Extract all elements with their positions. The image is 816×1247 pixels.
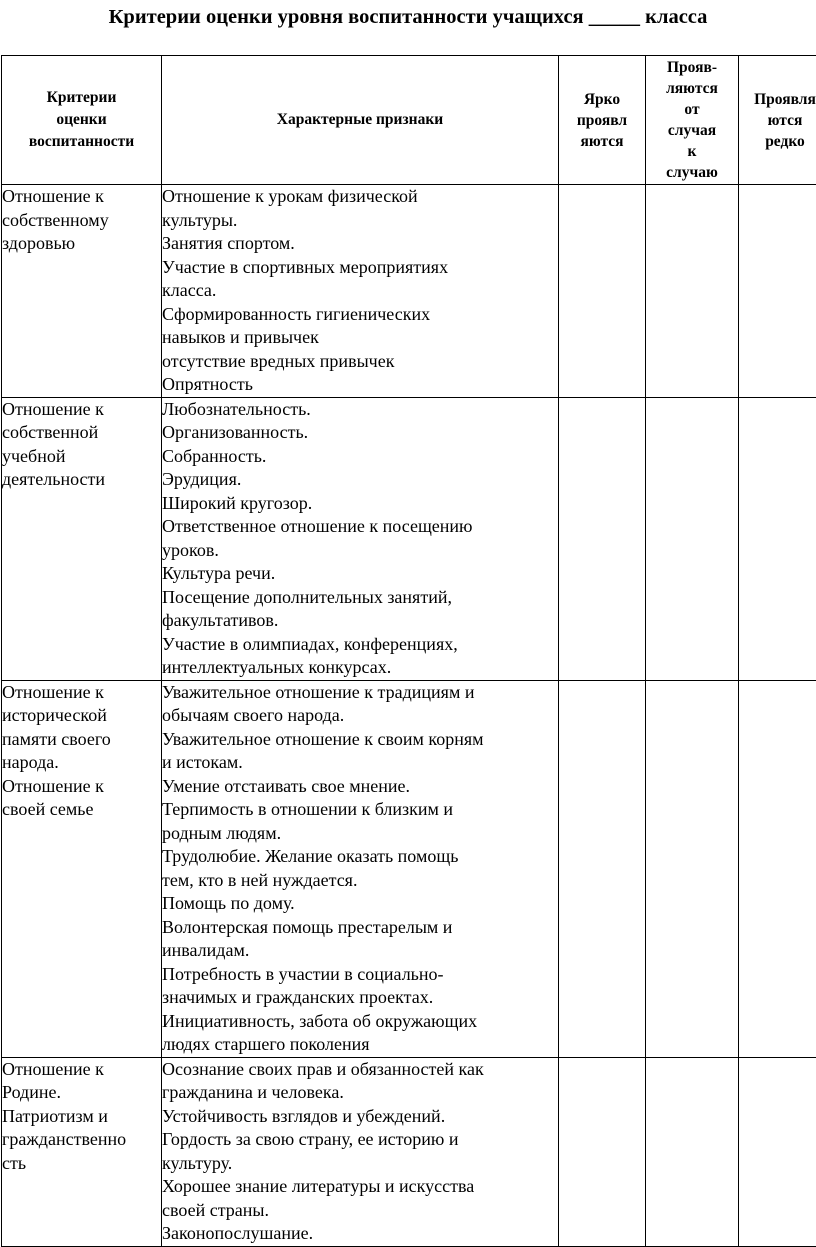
sign-line: уроков.: [162, 539, 558, 563]
sign-line: культуры.: [162, 209, 558, 233]
sign-line: отсутствие вредных привычек: [162, 350, 558, 374]
criterion-line: собственному: [2, 209, 161, 233]
sign-line: тем, кто в ней нуждается.: [162, 869, 558, 893]
mark-cell-bright[interactable]: [559, 680, 646, 1057]
mark-cell-bright[interactable]: [559, 185, 646, 398]
sign-line: Уважительное отношение к традициям и: [162, 681, 558, 705]
header-criteria-line: Критерии: [2, 87, 161, 109]
header-sometimes: [646, 56, 739, 185]
header-sometimes-line: от: [646, 99, 738, 120]
header-bright-line: яются: [559, 131, 645, 152]
criterion-cell: [2, 397, 162, 680]
criterion-line: Отношение к: [2, 775, 161, 799]
sign-line: значимых и гражданских проектах.: [162, 986, 558, 1010]
criterion-line: сть: [2, 1152, 161, 1176]
sign-line: Ответственное отношение к посещению: [162, 515, 558, 539]
criterion-line: деятельности: [2, 468, 161, 492]
sign-line: культуру.: [162, 1152, 558, 1176]
table-row: [2, 185, 816, 398]
sign-line: Организованность.: [162, 421, 558, 445]
mark-cell-sometimes[interactable]: [646, 397, 739, 680]
sign-line: Трудолюбие. Желание оказать помощь: [162, 845, 558, 869]
criterion-line: своей семье: [2, 798, 161, 822]
criterion-line: Родине.: [2, 1081, 161, 1105]
sign-line: обычаям своего народа.: [162, 704, 558, 728]
sign-line: Устойчивость взглядов и убеждений.: [162, 1105, 558, 1129]
sign-line: Культура речи.: [162, 562, 558, 586]
header-rarely-line: ются: [739, 110, 816, 131]
sign-line: класса.: [162, 279, 558, 303]
sign-line: Широкий кругозор.: [162, 492, 558, 516]
sign-line: Опрятность: [162, 373, 558, 397]
sign-line: Отношение к урокам физической: [162, 185, 558, 209]
criterion-cell: [2, 185, 162, 398]
sign-line: Терпимость в отношении к близким и: [162, 798, 558, 822]
signs-cell: [162, 397, 559, 680]
criterion-line: Патриотизм и: [2, 1105, 161, 1129]
sign-line: Осознание своих прав и обязанностей как: [162, 1058, 558, 1082]
sign-line: Любознательность.: [162, 398, 558, 422]
sign-line: Посещение дополнительных занятий,: [162, 586, 558, 610]
header-sometimes-line: к: [646, 141, 738, 162]
mark-cell-bright[interactable]: [559, 397, 646, 680]
criterion-cell: [2, 1057, 162, 1246]
document-title: Критерии оценки уровня воспитанности учащихся _____ класса: [0, 4, 816, 30]
criterion-line: памяти своего: [2, 728, 161, 752]
sign-line: Инициативность, забота об окружающих: [162, 1010, 558, 1034]
mark-cell-rarely[interactable]: [739, 1057, 816, 1246]
sign-line: Уважительное отношение к своим корням: [162, 728, 558, 752]
sign-line: интеллектуальных конкурсах.: [162, 656, 558, 680]
header-rarely-line: редко: [739, 131, 816, 152]
sign-line: Помощь по дому.: [162, 892, 558, 916]
sign-line: факультативов.: [162, 609, 558, 633]
mark-cell-sometimes[interactable]: [646, 680, 739, 1057]
sign-line: людях старшего поколения: [162, 1033, 558, 1057]
sign-line: Потребность в участии в социально-: [162, 963, 558, 987]
sign-line: Гордость за свою страну, ее историю и: [162, 1128, 558, 1152]
criterion-line: исторической: [2, 704, 161, 728]
header-signs-label: Характерные признаки: [162, 109, 558, 131]
sign-line: Эрудиция.: [162, 468, 558, 492]
header-bright: [559, 56, 646, 185]
criterion-cell: [2, 680, 162, 1057]
header-sometimes-line: случая: [646, 120, 738, 141]
header-rarely: [739, 56, 816, 185]
criterion-line: собственной: [2, 421, 161, 445]
sign-line: Хорошее знание литературы и искусства: [162, 1175, 558, 1199]
signs-cell: [162, 680, 559, 1057]
sign-line: и истокам.: [162, 751, 558, 775]
header-sometimes-line: Прояв-: [646, 57, 738, 78]
mark-cell-sometimes[interactable]: [646, 1057, 739, 1246]
mark-cell-bright[interactable]: [559, 1057, 646, 1246]
header-signs: [162, 56, 559, 185]
signs-cell: [162, 185, 559, 398]
header-criteria-line: оценки: [2, 109, 161, 131]
criterion-line: Отношение к: [2, 1058, 161, 1082]
signs-cell: [162, 1057, 559, 1246]
sign-line: гражданина и человека.: [162, 1081, 558, 1105]
sign-line: Сформированность гигиенических: [162, 303, 558, 327]
sign-line: Собранность.: [162, 445, 558, 469]
header-criteria-line: воспитанности: [2, 131, 161, 153]
header-bright-line: Ярко: [559, 89, 645, 110]
criterion-line: здоровью: [2, 232, 161, 256]
sign-line: Волонтерская помощь престарелым и: [162, 916, 558, 940]
criterion-line: Отношение к: [2, 185, 161, 209]
sign-line: Участие в олимпиадах, конференциях,: [162, 633, 558, 657]
criterion-line: Отношение к: [2, 398, 161, 422]
sign-line: Занятия спортом.: [162, 232, 558, 256]
mark-cell-rarely[interactable]: [739, 397, 816, 680]
criterion-line: народа.: [2, 751, 161, 775]
header-bright-line: проявл: [559, 110, 645, 131]
sign-line: навыков и привычек: [162, 326, 558, 350]
table-row: [2, 397, 816, 680]
table-header-row: [2, 56, 816, 185]
sign-line: своей страны.: [162, 1199, 558, 1223]
table-row: [2, 1057, 816, 1246]
sign-line: инвалидам.: [162, 939, 558, 963]
mark-cell-rarely[interactable]: [739, 185, 816, 398]
criteria-table: [1, 55, 816, 1247]
header-rarely-line: Проявля: [739, 89, 816, 110]
sign-line: Умение отстаивать свое мнение.: [162, 775, 558, 799]
header-sometimes-line: случаю: [646, 162, 738, 183]
table-row: [2, 680, 816, 1057]
sign-line: родным людям.: [162, 822, 558, 846]
sign-line: Участие в спортивных мероприятиях: [162, 256, 558, 280]
mark-cell-sometimes[interactable]: [646, 185, 739, 398]
mark-cell-rarely[interactable]: [739, 680, 816, 1057]
criterion-line: Отношение к: [2, 681, 161, 705]
criterion-line: гражданственно: [2, 1128, 161, 1152]
sign-line: Законопослушание.: [162, 1222, 558, 1246]
header-sometimes-line: ляются: [646, 78, 738, 99]
header-criteria: [2, 56, 162, 185]
criterion-line: учебной: [2, 445, 161, 469]
